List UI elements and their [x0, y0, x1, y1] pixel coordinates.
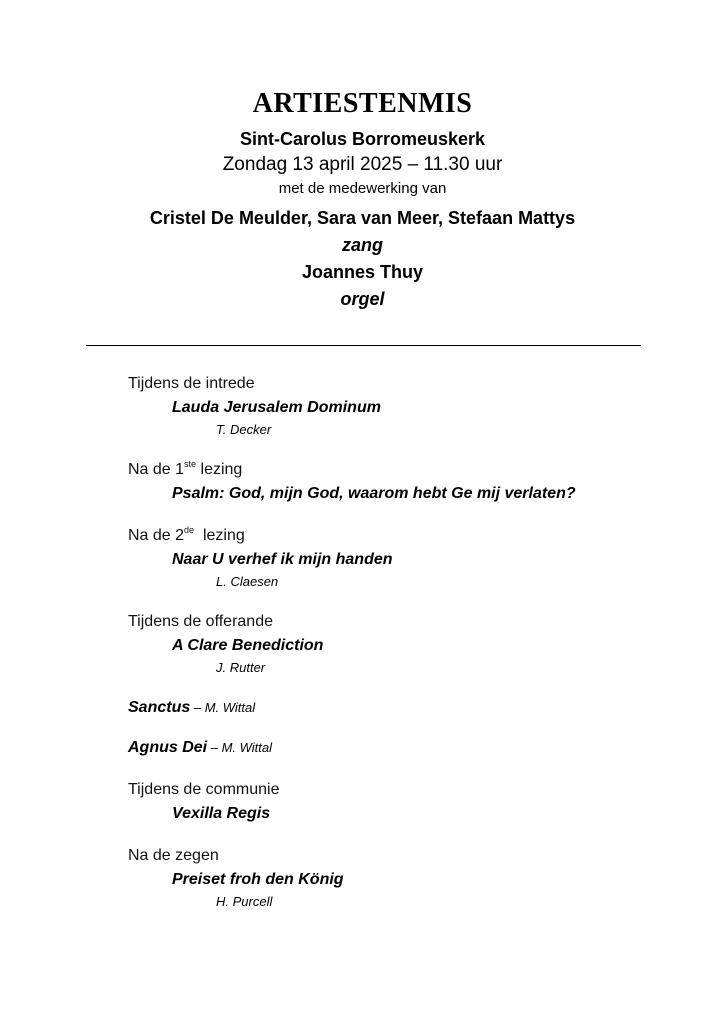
- collaboration-intro: met de medewerking van: [278, 180, 447, 197]
- moment-label: Na de zegen: [128, 847, 219, 864]
- inline-piece: [128, 736, 688, 760]
- moment-label: Tijdens de offerande: [128, 613, 273, 630]
- moment-label: [128, 524, 688, 548]
- singers-role: zang: [341, 235, 383, 255]
- program-agnus-dei: [128, 736, 688, 760]
- piece-title: Naar U verhef ik mijn handen: [172, 551, 393, 568]
- moment-prefix: Na de 2: [128, 527, 185, 544]
- piece-title: Lauda Jerusalem Dominum: [172, 399, 381, 416]
- moment-prefix: Na de 1: [128, 461, 185, 478]
- organist-name: Joannes Thuy: [301, 262, 424, 282]
- program-first-reading: [128, 458, 688, 506]
- composer-name: T. Decker: [216, 422, 272, 437]
- program-entrance: [128, 372, 688, 440]
- piece-title: Psalm: God, mijn God, waarom hebt Ge mij verlaten?: [172, 485, 576, 502]
- page-title: ARTIESTENMIS: [252, 88, 473, 119]
- church-name: Sint-Carolus Borromeuskerk: [239, 129, 486, 149]
- service-date: Zondag 13 april 2025 – 11.30 uur: [222, 154, 503, 175]
- composer-name: L. Claesen: [216, 574, 279, 589]
- program-communion: [128, 778, 688, 826]
- ordinal-suffix: de: [184, 525, 195, 535]
- moment-suffix: lezing: [194, 527, 245, 544]
- piece-title: A Clare Benediction: [172, 637, 324, 654]
- composer-name: – M. Wittal: [190, 700, 256, 715]
- piece-title: Agnus Dei: [128, 739, 208, 756]
- program-list: [128, 372, 688, 930]
- header: [0, 84, 725, 312]
- program-blessing: [128, 844, 688, 912]
- moment-label: Tijdens de intrede: [128, 375, 255, 392]
- composer-name: J. Rutter: [216, 660, 266, 675]
- composer-name: – M. Wittal: [207, 740, 273, 755]
- program-sanctus: [128, 696, 688, 720]
- program-offertory: [128, 610, 688, 678]
- piece-title: Preiset froh den König: [172, 871, 344, 888]
- program-second-reading: [128, 524, 688, 592]
- organist-role: orgel: [340, 289, 385, 309]
- ordinal-suffix: ste: [184, 459, 197, 469]
- moment-label: Tijdens de communie: [128, 781, 280, 798]
- piece-title: Sanctus: [128, 699, 191, 716]
- moment-suffix: lezing: [196, 461, 243, 478]
- moment-label: [128, 458, 688, 482]
- composer-name: H. Purcell: [216, 894, 273, 909]
- singers-names: Cristel De Meulder, Sara van Meer, Stefaan Mattys: [149, 208, 576, 228]
- piece-title: Vexilla Regis: [172, 805, 271, 822]
- inline-piece: [128, 696, 688, 720]
- divider-line: [86, 345, 641, 346]
